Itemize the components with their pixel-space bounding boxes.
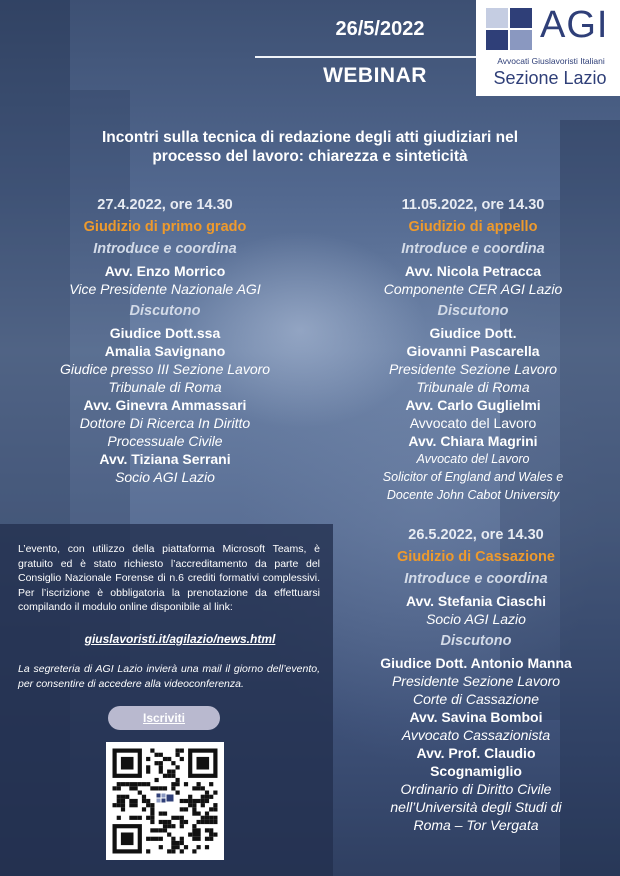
session-title: Giudizio di primo grado xyxy=(83,219,247,235)
qr-code[interactable] xyxy=(106,742,224,860)
speaker-line: Avv. Savina Bomboi xyxy=(409,709,543,725)
session-appeal xyxy=(326,196,620,504)
speaker-line: Avv. Tiziana Serrani xyxy=(99,451,231,467)
speaker-line: Avvocato del Lavoro xyxy=(409,415,537,431)
register-button[interactable]: Iscriviti xyxy=(108,706,220,730)
registration-link[interactable]: giuslavoristi.it/agilazio/news.html xyxy=(84,632,276,646)
secretariat-note: La segreteria di AGI Lazio invierà una mail il giorno dell’evento, per consentire di accedere alla videoconferenza. xyxy=(18,663,320,690)
logo-squares-icon xyxy=(486,8,536,54)
speakers-list xyxy=(332,654,620,834)
headline-line-1: Incontri sulla tecnica di redazione degli atti giudiziari nel xyxy=(102,129,518,146)
speaker-line: Solicitor of England and Wales e xyxy=(382,470,564,484)
speakers-list xyxy=(20,324,310,486)
event-type: WEBINAR xyxy=(323,64,427,87)
speaker-line: Tribunale di Roma xyxy=(108,379,222,395)
speaker-line: Giudice Dott. xyxy=(429,325,517,341)
qr-code-icon xyxy=(106,742,224,860)
session-cassation xyxy=(332,526,620,834)
session-date: 27.4.2022, ore 14.30 xyxy=(97,197,233,213)
logo-subtitle: Avvocati Giuslavoristi Italiani xyxy=(497,56,605,66)
speaker-line: Presidente Sezione Lavoro xyxy=(388,361,558,377)
intro-label: Introduce e coordina xyxy=(93,241,237,257)
speaker-line: Giudice Dott.ssa xyxy=(109,325,221,341)
intro-label: Introduce e coordina xyxy=(404,571,548,587)
speaker-line: Avv. Prof. Claudio xyxy=(416,745,536,761)
event-date: 26/5/2022 xyxy=(335,18,425,40)
speaker-line: Dottore Di Ricerca In Diritto xyxy=(79,415,251,431)
logo-brand: AGI xyxy=(540,4,609,46)
speaker-line: Ordinario di Diritto Civile xyxy=(400,781,552,797)
moderator-name: Avv. Enzo Morrico xyxy=(104,263,226,279)
moderator-role: Vice Presidente Nazionale AGI xyxy=(69,281,261,297)
speaker-line: nell’Università degli Studi di xyxy=(390,799,562,815)
header-divider xyxy=(255,56,477,58)
speaker-line: Avv. Chiara Magrini xyxy=(408,433,538,449)
logo-section: Sezione Lazio xyxy=(493,68,607,88)
speaker-line: Avvocato Cassazionista xyxy=(401,727,551,743)
session-title: Giudizio di Cassazione xyxy=(397,549,555,565)
speaker-line: Presidente Sezione Lavoro xyxy=(391,673,561,689)
speaker-line: Giudice presso III Sezione Lavoro xyxy=(59,361,271,377)
speaker-line: Avv. Ginevra Ammassari xyxy=(83,397,247,413)
headline-line-2: processo del lavoro: chiarezza e sinteticità xyxy=(152,148,468,165)
session-date: 11.05.2022, ore 14.30 xyxy=(401,197,545,213)
discuss-label: Discutono xyxy=(440,633,512,649)
speakers-list xyxy=(326,324,620,504)
speaker-line: Avvocato del Lavoro xyxy=(416,452,530,466)
discuss-label: Discutono xyxy=(437,303,509,319)
session-date: 26.5.2022, ore 14.30 xyxy=(408,527,544,543)
session-title: Giudizio di appello xyxy=(408,219,538,235)
moderator-name: Avv. Nicola Petracca xyxy=(404,263,542,279)
speaker-line: Processuale Civile xyxy=(107,433,223,449)
intro-label: Introduce e coordina xyxy=(401,241,545,257)
speaker-line: Giovanni Pascarella xyxy=(406,343,540,359)
moderator-role: Componente CER AGI Lazio xyxy=(383,281,563,297)
discuss-label: Discutono xyxy=(129,303,201,319)
speaker-line: Scognamiglio xyxy=(430,763,522,779)
moderator-name: Avv. Stefania Ciaschi xyxy=(405,593,547,609)
speaker-line: Docente John Cabot University xyxy=(386,488,560,502)
speaker-line: Avv. Carlo Guglielmi xyxy=(405,397,541,413)
speaker-line: Giudice Dott. Antonio Manna xyxy=(380,655,572,671)
moderator-role: Socio AGI Lazio xyxy=(426,611,526,627)
speaker-line: Roma – Tor Vergata xyxy=(413,817,539,833)
agi-logo xyxy=(476,0,620,96)
session-first-instance xyxy=(20,196,310,486)
speaker-line: Amalia Savignano xyxy=(104,343,226,359)
registration-info: L’evento, con utilizzo della piattaforma Microsoft Teams, è gratuito ed è stato richiesto l’accreditamento da parte del Consiglio Nazionale Forense di n.6 crediti formativi complessivi. Per l’iscrizione è obbligatoria la prenotazione da effettuarsi compilando il modulo online disponibile al link: xyxy=(18,543,320,613)
event-headline xyxy=(60,128,560,166)
speaker-line: Corte di Cassazione xyxy=(412,691,540,707)
speaker-line: Tribunale di Roma xyxy=(416,379,530,395)
speaker-line: Socio AGI Lazio xyxy=(115,469,215,485)
